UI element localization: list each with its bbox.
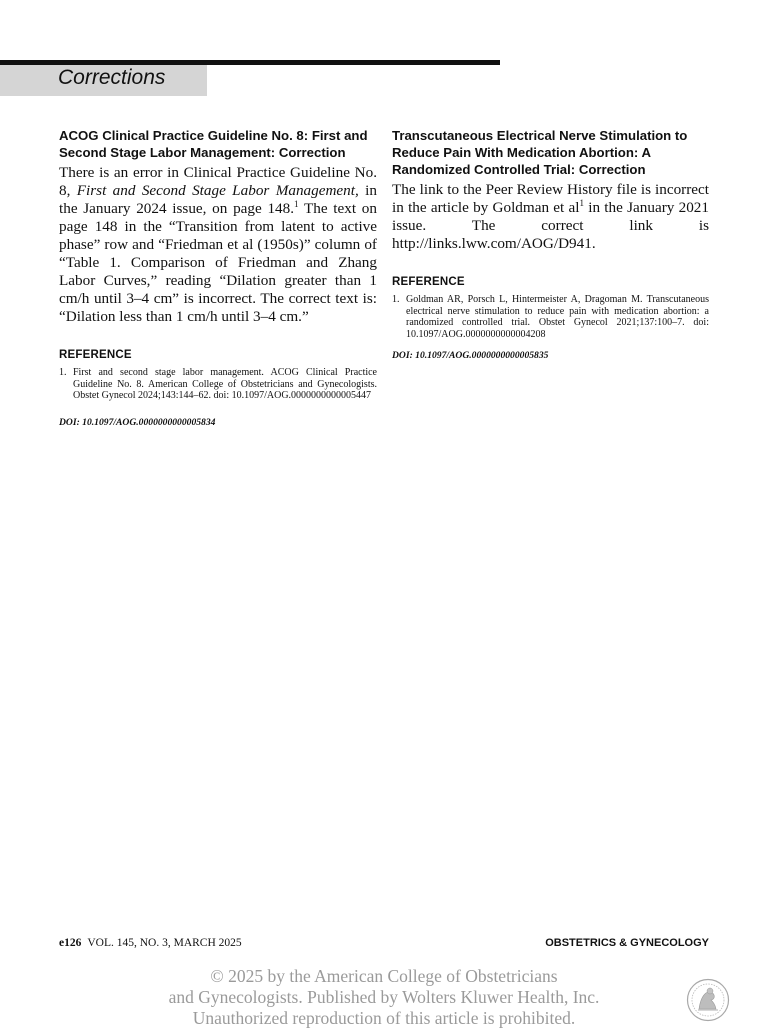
issue-info: VOL. 145, NO. 3, MARCH 2025 [87,937,242,949]
journal-name: OBSTETRICS & GYNECOLOGY [545,937,709,949]
left-article-title: ACOG Clinical Practice Guideline No. 8: First and Second Stage Labor Management: Correction [59,128,368,160]
left-article-body [59,164,377,326]
right-reference-text: Goldman AR, Porsch L, Hintermeister A, Dragoman M. Transcutaneous electrical nerve stimulation to reduce pain with medication abortion: a randomized controlled trial. Obstet Gynecol 2021;137:100–7. doi: 10.1097/AOG.0000000000004208 [406,294,709,340]
left-body-guideline-title: First and Second Stage Labor Management, [76,182,359,199]
page-number: e126 [59,937,82,949]
left-body-text-2: in the January 2024 issue, on page 148. [59,182,377,217]
left-reference-number: 1. [59,367,67,378]
section-title: Corrections [58,66,166,89]
acog-seal-icon [686,978,730,1022]
copyright-notice [0,966,768,1029]
left-article-doi: DOI: 10.1097/AOG.0000000000005834 [59,416,216,428]
left-reference-text: First and second stage labor management. ACOG Clinical Practice Guideline No. 8. American College of Obstetricians and Gynecologists. Obstet Gynecol 2024;143:144–62. doi: 10.1097/AOG.0000000000005447 [73,367,377,401]
left-reference-item [59,367,377,402]
right-body-text-1: The link to the Peer Review History file is incorrect in the article by Goldman et al [392,181,709,216]
copyright-line-1: © 2025 by the American College of Obstetricians [210,966,558,986]
left-article [59,127,377,429]
footer-left [59,935,242,951]
right-article-body [392,181,709,253]
right-reference-heading: REFERENCE [392,276,465,288]
page-footer [59,935,709,951]
left-citation-link[interactable]: 1 [294,198,299,209]
right-citation-link[interactable]: 1 [579,197,584,208]
right-article [392,127,709,362]
left-reference-heading: REFERENCE [59,349,132,361]
right-body-text-2: in the January 2021 issue. The correct link is http://links.lww.com/AOG/D941. [392,199,709,252]
right-reference-item [392,294,709,340]
left-body-text-1: There is an error in Clinical Practice Guideline No. 8, [59,164,377,199]
left-body-text-3: The text on page 148 in the “Transition from latent to active phase” row and “Friedman et al (1950s)” column of “Table 1. Comparison of Friedman and Zhang Labor Curves,” reading “Dilation greater than 1 cm/h until 3–4 cm” is incorrect. The correct text is: “Dilation less than 1 cm/h until 3–4 cm.” [59,200,377,325]
right-reference-number: 1. [392,294,400,305]
right-article-doi: DOI: 10.1097/AOG.0000000000005835 [392,350,549,361]
copyright-line-3: Unauthorized reproduction of this article is prohibited. [192,1008,576,1028]
copyright-line-2: and Gynecologists. Published by Wolters Kluwer Health, Inc. [168,987,600,1007]
right-article-title: Transcutaneous Electrical Nerve Stimulation to Reduce Pain With Medication Abortion: A Randomized Controlled Trial: Correction [392,128,688,177]
